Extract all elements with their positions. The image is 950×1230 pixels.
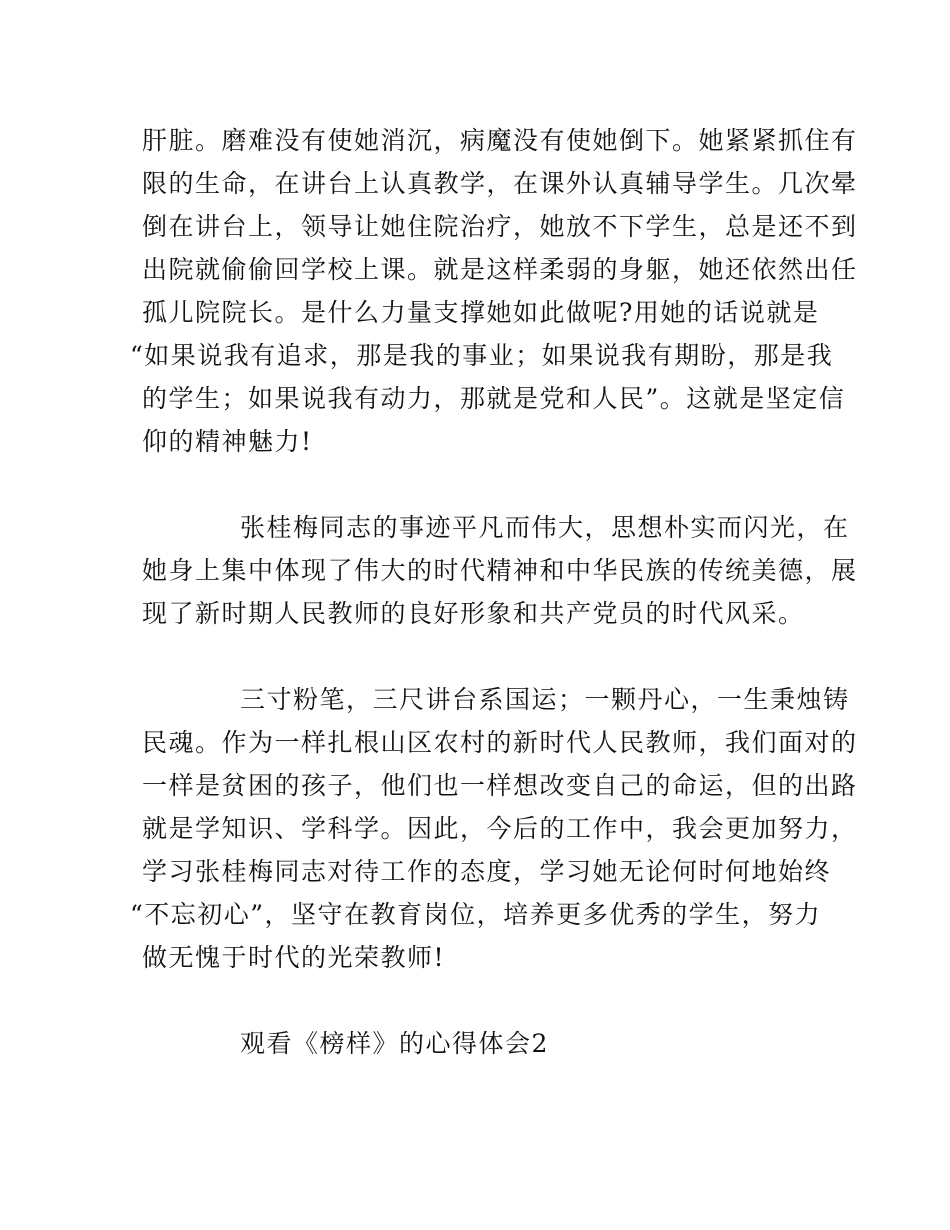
text-line: 做无愧于时代的光荣教师! xyxy=(142,943,446,972)
text-line: 就是学知识、学科学。因此，今后的工作中，我会更加努力， xyxy=(142,814,858,843)
text-line: 限的生命，在讲台上认真教学，在课外认真辅导学生。几次晕 xyxy=(142,169,858,198)
text-line: 三寸粉笔，三尺讲台系国运；一颗丹心，一生秉烛铸 xyxy=(240,685,850,714)
text-line: 一样是贫困的孩子，他们也一样想改变自己的命运，但的出路 xyxy=(142,771,858,800)
text-line: 学习张桂梅同志对待工作的态度，学习她无论何时何地始终 xyxy=(142,857,832,886)
text-line: 她身上集中体现了伟大的时代精神和中华民族的传统美德，展 xyxy=(142,556,858,585)
text-line: “不忘初心”，坚守在教育岗位，培养更多优秀的学生，努力 xyxy=(130,900,822,929)
text-line: 仰的精神魅力! xyxy=(142,427,313,456)
text-line: 现了新时期人民教师的良好形象和共产党员的时代风采。 xyxy=(142,599,805,628)
text-line: 出院就偷偷回学校上课。就是这样柔弱的身躯，她还依然出任 xyxy=(142,255,858,284)
text-line: 倒在讲台上，领导让她住院治疗，她放不下学生，总是还不到 xyxy=(142,212,858,241)
section-heading: 观看《榜样》的心得体会2 xyxy=(240,1029,549,1058)
text-line: 肝脏。磨难没有使她消沉，病魔没有使她倒下。她紧紧抓住有 xyxy=(142,126,858,155)
text-line: 孤儿院院长。是什么力量支撑她如此做呢?用她的话说就是 xyxy=(142,298,820,327)
text-line: 民魂。作为一样扎根山区农村的新时代人民教师，我们面对的 xyxy=(142,728,858,757)
text-line: 张桂梅同志的事迹平凡而伟大，思想朴实而闪光，在 xyxy=(240,513,850,542)
text-line: 的学生；如果说我有动力，那就是党和人民”。这就是坚定信 xyxy=(142,384,846,413)
text-line: “如果说我有追求，那是我的事业；如果说我有期盼，那是我 xyxy=(130,341,834,370)
